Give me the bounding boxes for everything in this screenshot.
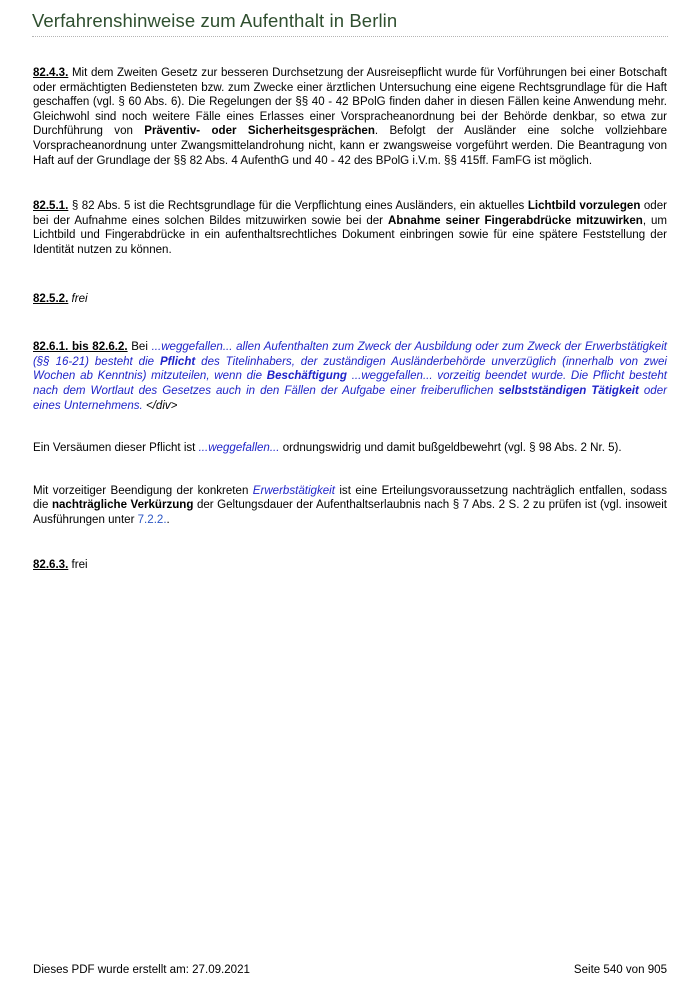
section-number: 82.5.2.: [33, 292, 69, 305]
modified-bold-term: Beschäftigung: [266, 370, 347, 383]
bold-term: nachträgliche Verkürzung: [51, 499, 194, 512]
paragraph-text: ist eine Erteilungsvoraussetzung nachträglich entfallen, sodass die: [33, 484, 667, 512]
footer-created-date: Dieses PDF wurde erstellt am: 27.09.2021: [33, 964, 250, 976]
paragraph-82-6-3: [33, 558, 667, 573]
paragraph-text: . Befolgt der Ausländer eine solche vollziehbare Vorspracheanordnung unter Zwangsmittelandrohung nicht, kann er zwangsweise vorgeführt werden. Die Beantragung von Haft auf der Grundlage der §§ 82 Abs. 4 AufenthG und 40 - 42 des BPolG i.V.m. §§ 415ff. FamFG ist möglich.: [33, 125, 668, 167]
modified-text: ...weggefallen...: [198, 442, 280, 455]
bold-term: Präventiv- oder Sicherheitsgesprächen: [144, 125, 375, 138]
page-title: Verfahrenshinweise zum Aufenthalt in Berlin: [32, 10, 398, 31]
paragraph-versaeumen: [33, 441, 667, 456]
paragraph-text: frei: [71, 292, 88, 305]
paragraph-vorzeitige-beendigung: [33, 484, 667, 528]
paragraph-text: Mit dem Zweiten Gesetz zur besseren Durchsetzung der Ausreisepflicht wurde für Vorführungen bei einer Botschaft oder ermächtigten Bediensteten bzw. zum Zwecke einer ärztlichen Untersuchung eine eigene Rechtsgrundlage für die Haft geschaffen (vgl. § 60 Abs. 6). Die Regelungen der §§ 40 - 42 BPolG finden daher in diesen Fällen keine Anwendung mehr. Gleichwohl sind noch weitere Fälle eines Erlasses einer Vorspracheanordnung bei der Behörde denkbar, so etwa zur Durchführung von: [33, 67, 667, 138]
paragraph-82-5-1: [33, 199, 667, 257]
paragraph-text: ordnungswidrig und damit bußgeldbewehrt (vgl. § 98 Abs. 2 Nr. 5).: [279, 442, 622, 455]
modified-bold-term: selbstständigen Tätigkeit: [498, 384, 639, 397]
paragraph-text: frei: [68, 559, 88, 572]
paragraph-text: Mit vorzeitiger Beendigung der konkreten: [33, 484, 253, 497]
paragraph-text: oder bei der Aufnahme eines solchen Bildes mitzuwirken sowie bei der: [33, 200, 667, 227]
document-body: [33, 66, 667, 573]
modified-text: des Titelinhabers, der zuständigen Ausländerbehörde unverzüglich (innerhalb von zwei Wochen ab Kenntnis) mitzuteilen, wenn die: [33, 355, 668, 383]
stray-markup-text: </div>: [142, 399, 178, 412]
paragraph-text: Bei: [127, 341, 152, 354]
section-link-7-2-2[interactable]: 7.2.2.: [137, 513, 167, 526]
paragraph-82-4-3: [33, 66, 667, 168]
paragraph-text: , um Lichtbild und Fingerabdrücke in ein aufenthaltsrechtliches Dokument einbringen sowie für eine spätere Feststellung der Identität nutzen zu können.: [33, 214, 668, 256]
paragraph-text: Ein Versäumen dieser Pflicht ist: [33, 442, 199, 455]
section-number: 82.6.3.: [33, 559, 69, 572]
modified-text: Erwerbstätigkeit: [252, 484, 335, 497]
modified-text: oder eines Unternehmens.: [33, 384, 667, 412]
section-number: 82.4.3.: [33, 67, 69, 79]
modified-bold-term: Pflicht: [159, 355, 196, 368]
paragraph-text: § 82 Abs. 5 ist die Rechtsgrundlage für die Verpflichtung eines Ausländers, ein aktuelles: [68, 200, 528, 213]
section-number: 82.6.1. bis 82.6.2.: [33, 341, 128, 354]
section-number: 82.5.1.: [33, 200, 69, 213]
paragraph-82-5-2: [33, 292, 667, 307]
paragraph-text: der Geltungsdauer der Aufenthaltserlaubnis nach § 7 Abs. 2 S. 2 zu prüfen ist (vgl. insoweit Ausführungen unter: [33, 499, 667, 526]
title-divider: [32, 36, 668, 37]
paragraph-text: .: [166, 513, 170, 526]
bold-term: Lichtbild vorzulegen: [527, 200, 641, 213]
modified-text: ...weggefallen... vorzeitig beendet wurde. Die Pflicht besteht nach dem Wortlaut des Gesetzes auch in den Fällen der Aufgabe einer freiberuflichen: [33, 370, 667, 397]
bold-term: Abnahme seiner Fingerabdrücke mitzuwirken: [387, 214, 643, 227]
footer-page-number: Seite 540 von 905: [573, 964, 667, 976]
paragraph-82-6-1: [33, 340, 667, 413]
modified-text: ...weggefallen... allen Aufenthalten zum Zweck der Ausbildung oder zum Zweck der Erwerbstätigkeit (§§ 16-21) besteht die: [33, 341, 668, 368]
